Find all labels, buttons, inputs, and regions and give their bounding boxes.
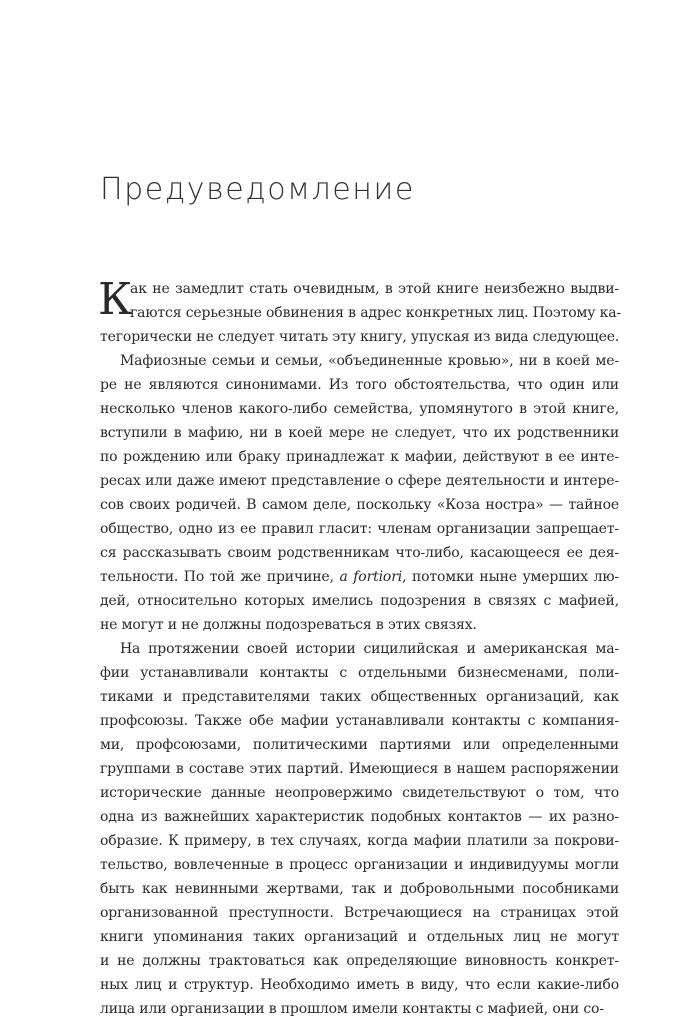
text-line: профсоюзы. Также обе мафии устанавливали контакты с компания- [100,713,619,729]
text-line: Мафиозные семьи и семьи, «объединенные кровью», ни в коей ме- [120,353,619,369]
paragraph [100,349,619,637]
text-line: исторические данные неопровержимо свидетельствуют о том, что [100,785,619,801]
text-line: организованной преступности. Встречающиеся на страницах этой [100,905,619,921]
text-line: тегорически не следует читать эту книгу, упуская из вида следующее. [100,329,620,345]
text-line: сов своих родичей. В самом деле, поскольку «Коза ностра» — тайное [100,497,619,513]
paragraph [98,274,622,349]
text-line: тельности. По той же причине, a fortiori, потомки ныне умерших лю- [100,569,619,585]
body-text [98,274,622,1021]
text-line: лица или организации в прошлом имели контакты с мафией, они со- [100,1001,604,1017]
drop-cap: К [98,274,133,325]
text-line: группами в составе этих партий. Имеющиеся в нашем распоряжении [100,761,619,777]
text-line: ре не являются синонимами. Из того обстоятельства, что один или [100,377,619,393]
text-line: общество, одно из ее правил гласит: членам организации запрещает- [100,521,619,537]
paragraph [100,637,619,1021]
text-line: фии устанавливали контакты с отдельными бизнесменами, поли- [100,665,619,681]
text-line: гаются серьезные обвинения в адрес конкретных лиц. Поэтому ка- [130,305,622,321]
text-line: и не должны трактоваться как определяющие виновность конкрет- [100,953,619,969]
text-line: ак не замедлит стать очевидным, в этой книге неизбежно выдви- [130,281,619,297]
text-line: быть как невинными жертвами, так и добровольными пособниками [100,881,619,897]
text-line: ми, профсоюзами, политическими партиями или определенными [100,737,619,753]
text-line: ся рассказывать своим родственникам что-либо, касающееся ее дея- [100,545,619,561]
text-line: тельство, вовлеченные в процесс организации и индивидуумы могли [100,857,619,873]
page-title: Предуведомление [100,172,415,207]
text-line: На протяжении своей истории сицилийская и американская ма- [120,641,619,657]
text-line: дей, относительно которых имелись подозрения в связях с мафией, [100,593,619,609]
text-line: ресах или даже имеют представление о сфере деятельности и интере- [100,473,619,489]
text-line: образие. К примеру, в тех случаях, когда мафии платили за покрови- [100,833,619,849]
text-line: по рождению или браку принадлежат к мафии, действуют в ее инте- [100,449,619,465]
text-line: книги упоминания таких организаций и отдельных лиц не могут [100,929,619,945]
text-line: не могут и не должны подозреваться в этих связях. [100,617,477,633]
italic-phrase: a fortiori [339,569,403,585]
text-line: ных лиц и структур. Необходимо иметь в виду, что если какие-либо [100,977,619,993]
text-line: несколько членов какого-либо семейства, упомянутого в этой книге, [100,401,619,417]
text-line: вступили в мафию, ни в коей мере не следует, что их родственники [100,425,619,441]
text-line: одна из важнейших характеристик подобных контактов — их разно- [100,809,619,825]
text-line: тиками и представителями таких общественных организаций, как [100,689,619,705]
